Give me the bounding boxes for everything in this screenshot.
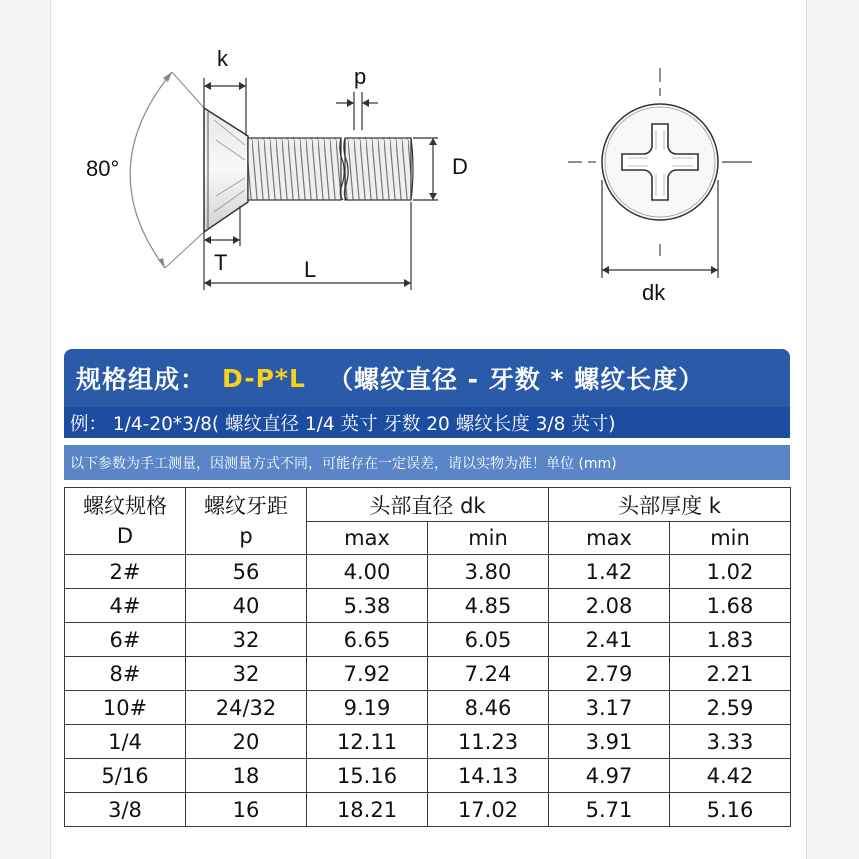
table-row (65, 657, 791, 691)
D-label: D (452, 154, 468, 179)
cell-dk-max: 15.16 (307, 759, 428, 793)
cell-k-max: 2.79 (549, 657, 670, 691)
table-row (65, 623, 791, 657)
cell-thread-size: 1/4 (65, 725, 186, 759)
cell-dk-max: 18.21 (307, 793, 428, 827)
cell-dk-max: 9.19 (307, 691, 428, 725)
cell-thread-size: 6# (65, 623, 186, 657)
header-head-thickness: 头部厚度 k (549, 488, 791, 522)
cell-pitch: 16 (186, 793, 307, 827)
cell-thread-size: 3/8 (65, 793, 186, 827)
header-k-min: min (670, 522, 791, 555)
cell-k-max: 3.91 (549, 725, 670, 759)
header-dk-min: min (428, 522, 549, 555)
header-thread-size (65, 488, 186, 555)
T-label: T (214, 250, 228, 275)
header-dk-max: max (307, 522, 428, 555)
cell-thread-size: 10# (65, 691, 186, 725)
header-thread-size-symbol: D (116, 524, 134, 548)
cell-dk-max: 4.00 (307, 555, 428, 589)
header-head-diameter: 头部直径 dk (307, 488, 549, 522)
table-row (65, 793, 791, 827)
cell-dk-min: 8.46 (428, 691, 549, 725)
cell-k-max: 2.08 (549, 589, 670, 623)
cell-k-min: 4.42 (670, 759, 791, 793)
screw-head-shape (204, 108, 248, 232)
table-row (65, 555, 791, 589)
cell-thread-size: 4# (65, 589, 186, 623)
cell-dk-max: 5.38 (307, 589, 428, 623)
cell-dk-max: 12.11 (307, 725, 428, 759)
cell-k-max: 1.42 (549, 555, 670, 589)
table-row (65, 759, 791, 793)
cell-k-min: 2.59 (670, 691, 791, 725)
screw-shank-right (345, 138, 411, 200)
table-row (65, 691, 791, 725)
cell-dk-min: 11.23 (428, 725, 549, 759)
cell-dk-max: 6.65 (307, 623, 428, 657)
k-label: k (217, 46, 228, 71)
screw-top-view (568, 68, 752, 256)
header-pitch (186, 488, 307, 555)
cell-k-min: 1.83 (670, 623, 791, 657)
table-row (65, 725, 791, 759)
cell-dk-min: 14.13 (428, 759, 549, 793)
header-pitch-symbol: p (239, 524, 253, 548)
cell-dk-min: 3.80 (428, 555, 549, 589)
screw-dimension-diagram (0, 0, 859, 340)
title-prefix: 规格组成： (76, 365, 207, 394)
cell-pitch: 20 (186, 725, 307, 759)
cell-pitch: 18 (186, 759, 307, 793)
spec-format-banner (64, 349, 790, 407)
p-label: p (354, 64, 367, 89)
cell-k-min: 5.16 (670, 793, 791, 827)
header-k-max: max (549, 522, 670, 555)
cell-dk-max: 7.92 (307, 657, 428, 691)
cell-k-max: 2.41 (549, 623, 670, 657)
header-thread-size-label: 螺纹规格 (83, 494, 167, 518)
cell-dk-min: 6.05 (428, 623, 549, 657)
cell-pitch: 40 (186, 589, 307, 623)
screw-shank-left (248, 138, 341, 200)
header-pitch-label: 螺纹牙距 (204, 494, 288, 518)
cell-pitch: 24/32 (186, 691, 307, 725)
cell-k-max: 5.71 (549, 793, 670, 827)
dk-label: dk (642, 280, 666, 305)
cell-k-max: 3.17 (549, 691, 670, 725)
example-banner (64, 407, 790, 438)
cell-thread-size: 8# (65, 657, 186, 691)
cell-k-min: 1.02 (670, 555, 791, 589)
cell-dk-min: 17.02 (428, 793, 549, 827)
cell-thread-size: 5/16 (65, 759, 186, 793)
screw-side-view (204, 108, 413, 232)
cell-k-min: 3.33 (670, 725, 791, 759)
angle-label: 80° (86, 156, 120, 181)
measurement-note-banner (64, 445, 790, 480)
spec-table (64, 487, 791, 827)
cell-dk-min: 4.85 (428, 589, 549, 623)
example-text: 例： 1/4-20*3/8( 螺纹直径 1/4 英寸 牙数 20 螺纹长度 3/8 英寸) (70, 413, 616, 435)
cell-dk-min: 7.24 (428, 657, 549, 691)
note-text: 以下参数为手工测量，因测量方式不同，可能存在一定误差，请以实物为准！单位 (mm) (70, 455, 617, 472)
L-label: L (304, 257, 317, 282)
angle-arc (130, 72, 172, 268)
title-desc: （螺纹直径 - 牙数 * 螺纹长度） (327, 365, 705, 394)
cell-k-min: 2.21 (670, 657, 791, 691)
cell-pitch: 32 (186, 657, 307, 691)
cell-thread-size: 2# (65, 555, 186, 589)
cell-pitch: 32 (186, 623, 307, 657)
title-code: D-P*L (222, 363, 306, 393)
cell-k-min: 1.68 (670, 589, 791, 623)
cell-pitch: 56 (186, 555, 307, 589)
table-row (65, 589, 791, 623)
cell-k-max: 4.97 (549, 759, 670, 793)
